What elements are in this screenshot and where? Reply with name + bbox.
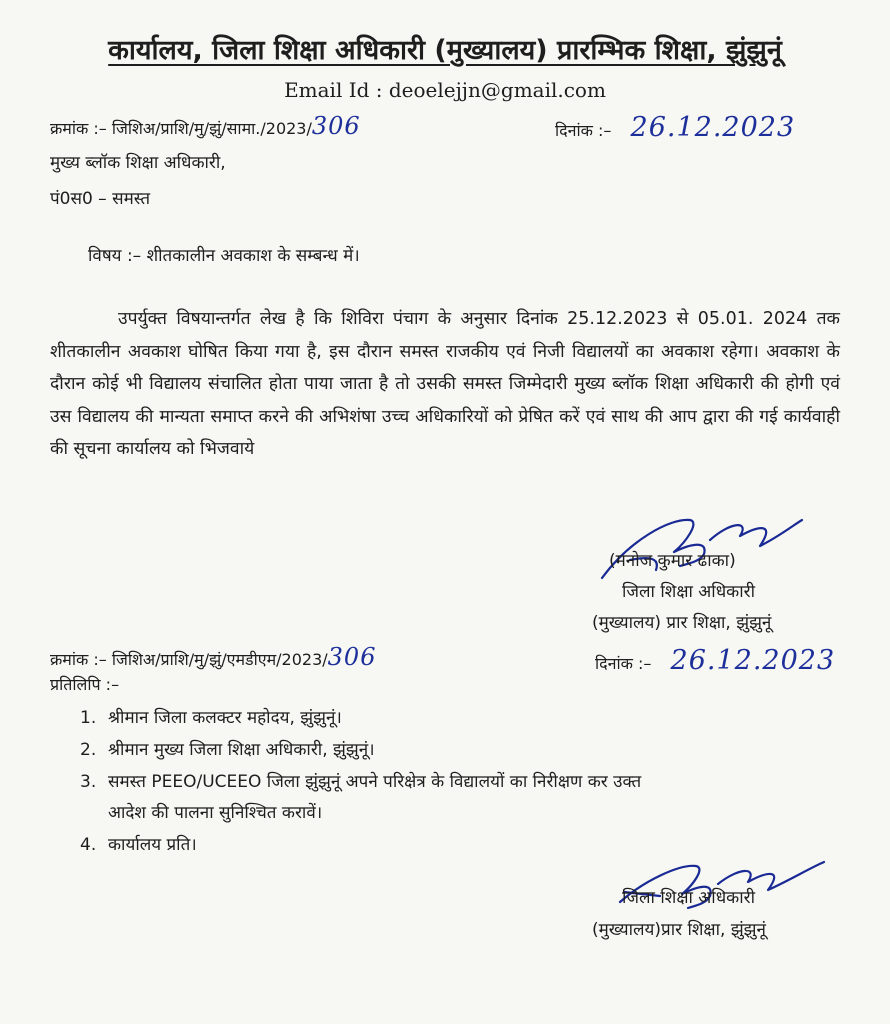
list-number: 3. (80, 772, 97, 792)
list-text: श्रीमान मुख्य जिला शिक्षा अधिकारी, झुंझुनूं। (108, 740, 375, 760)
list-text: समस्त PEEO/UCEEO जिला झुंझुनूं अपने परिक्षेत्र के विद्यालयों का निरीक्षण कर उक्त (108, 772, 642, 792)
office-title: कार्यालय, जिला शिक्षा अधिकारी (मुख्यालय) प्रारम्भिक शिक्षा, झुंझुनूं (108, 35, 782, 66)
signature-scribble-1 (590, 500, 810, 585)
copy-reference-number (50, 643, 376, 671)
list-number: 2. (80, 740, 97, 760)
date-label: दिनांक :– (555, 121, 612, 140)
reference-number (50, 112, 361, 140)
copy-list-item (80, 832, 197, 855)
copy-list-item-continuation: आदेश की पालना सुनिश्चित करावें। (108, 803, 323, 823)
letter-body (50, 303, 840, 466)
list-text: कार्यालय प्रति। (108, 835, 197, 855)
copy-reference-prefix: क्रमांक :– जिशिअ/प्राशि/मु/झुं/एमडीएम/2023/ (50, 650, 328, 669)
copy-list-item (80, 737, 375, 760)
copy-reference-handwritten-number: 306 (327, 643, 377, 671)
list-number: 4. (80, 835, 97, 855)
copy-date-label: दिनांक :– (595, 654, 652, 673)
signatory-designation: जिला शिक्षा अधिकारी (622, 582, 755, 602)
signatory-2-office: (मुख्यालय)प्रार शिक्षा, झुंझुनूं (592, 920, 766, 940)
list-text: श्रीमान जिला कलक्टर महोदय, झुंझुनूं। (108, 708, 342, 728)
letter-date (555, 112, 795, 143)
signatory-2-designation: जिला शिक्षा अधिकारी (622, 888, 755, 908)
copy-list-item (80, 705, 342, 728)
reference-handwritten-number: 306 (311, 112, 361, 140)
letter-body-text: उपर्युक्त विषयान्तर्गत लेख है कि शिविरा पंचाग के अनुसार दिनांक 25.12.2023 से 05.01. 2024 तक शीतकालीन अवकाश घोषित किया गया है, इस दौरान समस्त राजकीय एवं निजी विद्यालयों का अवकाश रहेगा। अवकाश के दौरान कोई भी विद्यालय संचालित होता पाया जाता है तो उसकी समस्त जिम्मेदारी मुख्य ब्लॉक शिक्षा अधिकारी की होगी एवं उस विद्यालय की मान्यता समाप्त करने की अभिशंषा उच्च अधिकारियों को प्रेषित करें एवं साथ की आप द्वारा की गई कार्यवाही की सूचना कार्यालय को भिजवाये (50, 309, 840, 459)
copy-date-handwritten: 26.12.2023 (670, 645, 836, 676)
copy-heading: प्रतिलिपि :– (50, 675, 120, 694)
date-handwritten: 26.12.2023 (630, 112, 796, 143)
copy-list-item (80, 769, 641, 792)
list-number: 1. (80, 708, 97, 728)
signatory-office: (मुख्यालय) प्रार शिक्षा, झुंझुनूं (592, 613, 772, 633)
letter-subject: विषय :– शीतकालीन अवकाश के सम्बन्ध में। (88, 246, 360, 266)
copy-date (595, 645, 835, 676)
addressee-line-2: पं0स0 – समस्त (50, 189, 151, 209)
office-email: Email Id : deoelejjn@gmail.com (284, 78, 606, 102)
addressee-line-1: मुख्य ब्लॉक शिक्षा अधिकारी, (50, 153, 226, 173)
signatory-name: (मनोज कुमार ढाका) (609, 551, 736, 571)
reference-prefix: क्रमांक :– जिशिअ/प्राशि/मु/झुं/सामा./2023/ (50, 119, 312, 138)
